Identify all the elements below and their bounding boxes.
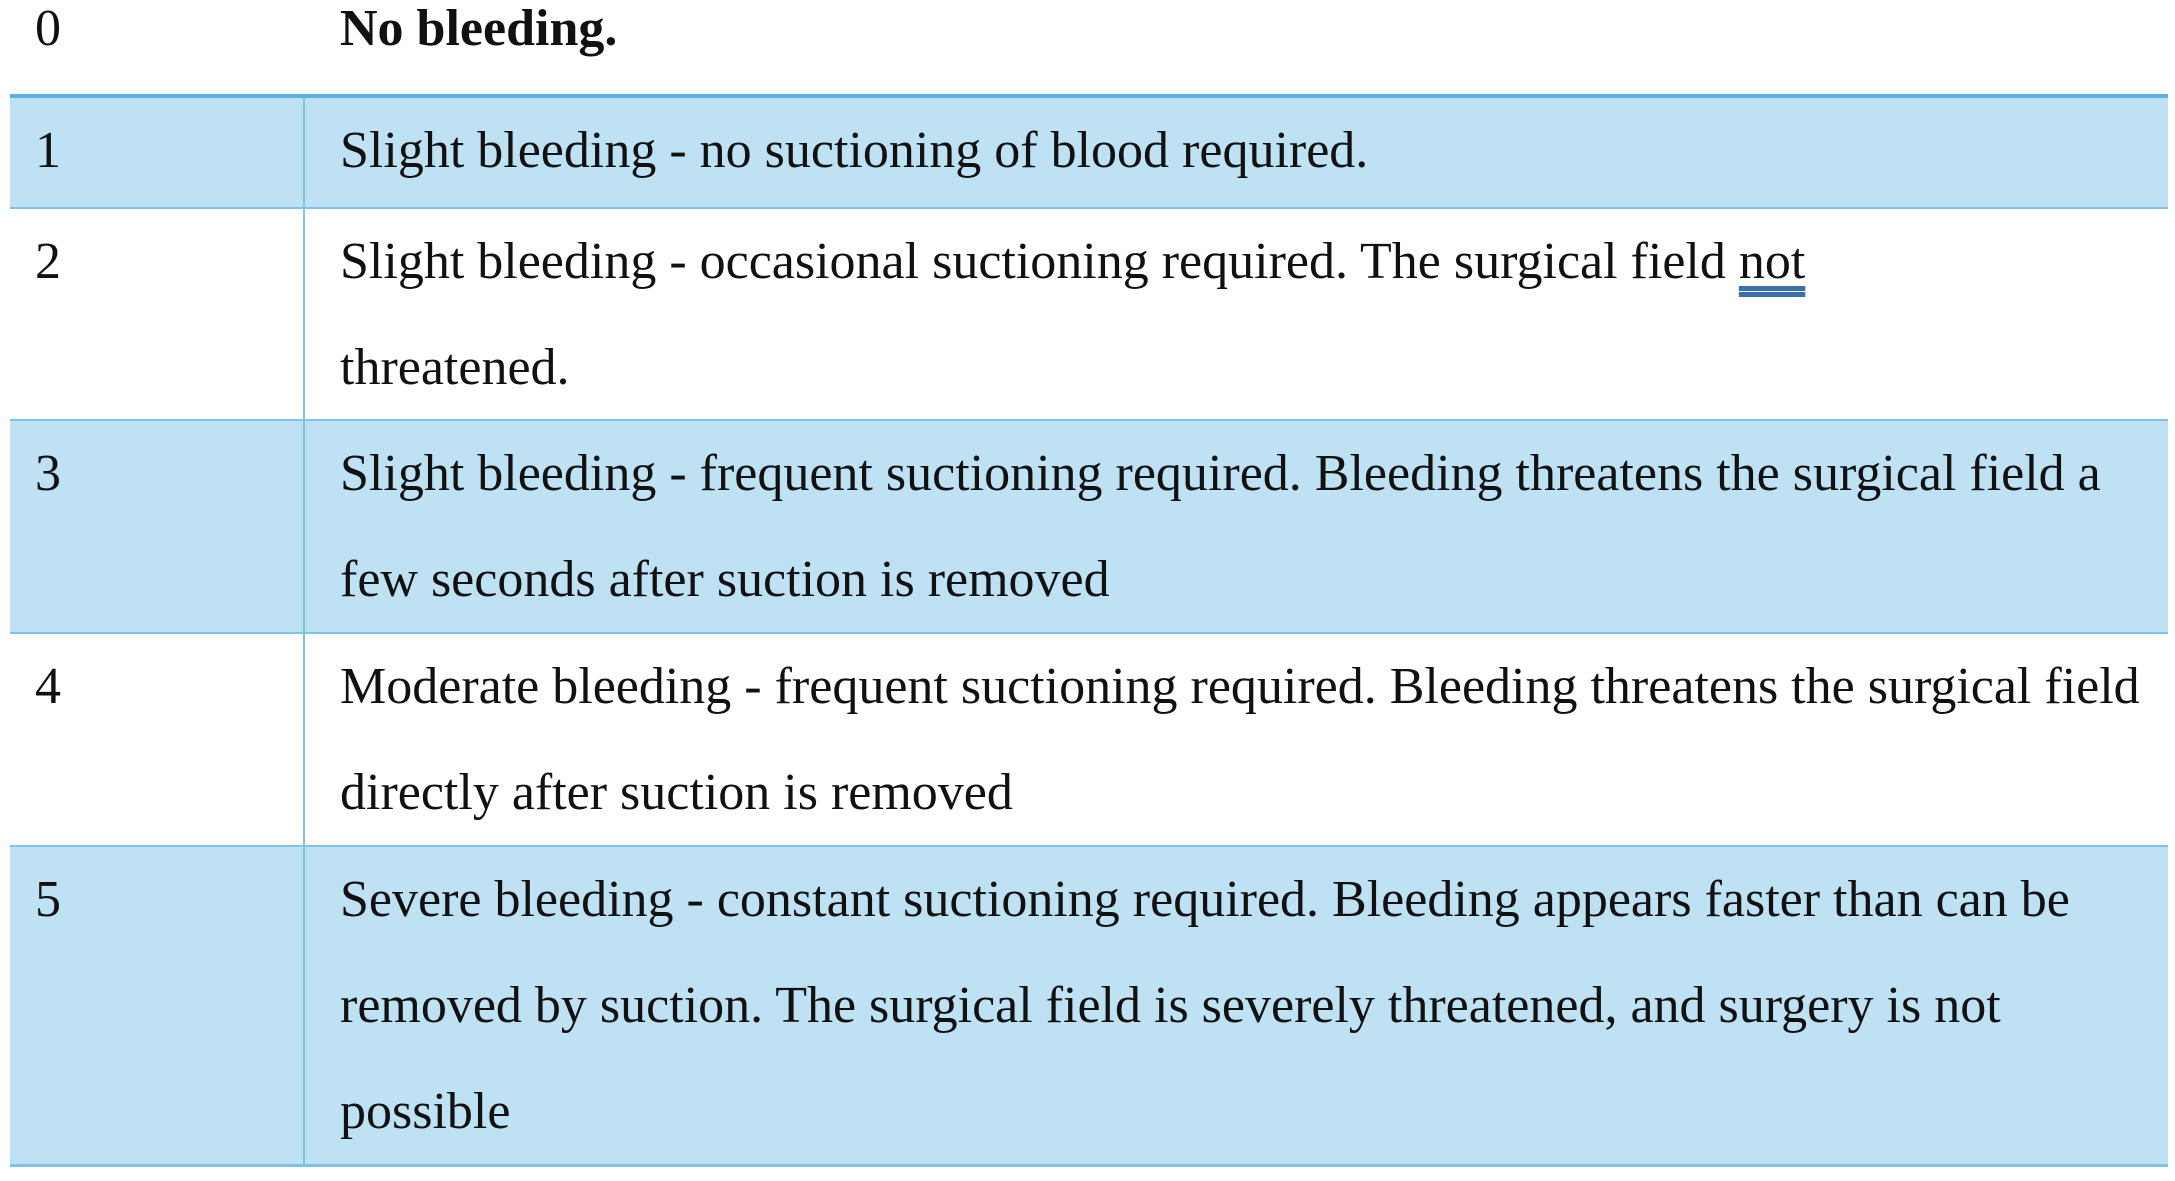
bleeding-scale-table xyxy=(10,0,2168,1167)
description-cell: Slight bleeding - no suctioning of blood required. xyxy=(340,122,1369,179)
score-cell: 5 xyxy=(10,847,305,1164)
score-cell: 3 xyxy=(10,421,305,632)
description-cell: Slight bleeding - frequent suctioning required. Bleeding threatens the surgical field a few seconds after suction is removed xyxy=(340,445,2101,608)
table-row xyxy=(10,847,2168,1167)
score-cell: 2 xyxy=(10,209,305,419)
description-text: Slight bleeding - occasional suctioning required. The surgical field xyxy=(340,233,1739,290)
table-row xyxy=(10,98,2168,209)
score-cell: 4 xyxy=(10,634,305,845)
table-row xyxy=(10,634,2168,847)
description-cell: No bleeding. xyxy=(340,0,618,57)
description-cell xyxy=(305,209,2168,419)
description-cell: Severe bleeding - constant suctioning required. Bleeding appears faster than can be removed by suction. The surgical field is severely threatened, and surgery is not possible xyxy=(340,871,2070,1140)
table-row xyxy=(10,209,2168,421)
score-cell: 0 xyxy=(35,0,61,57)
table-row xyxy=(10,421,2168,634)
underlined-word: not xyxy=(1738,233,1806,290)
table-header-row xyxy=(10,0,2168,98)
description-text-continued: threatened. xyxy=(340,339,570,396)
score-cell: 1 xyxy=(10,98,305,207)
description-cell: Moderate bleeding - frequent suctioning required. Bleeding threatens the surgical field directly after suction is removed xyxy=(340,658,2140,821)
